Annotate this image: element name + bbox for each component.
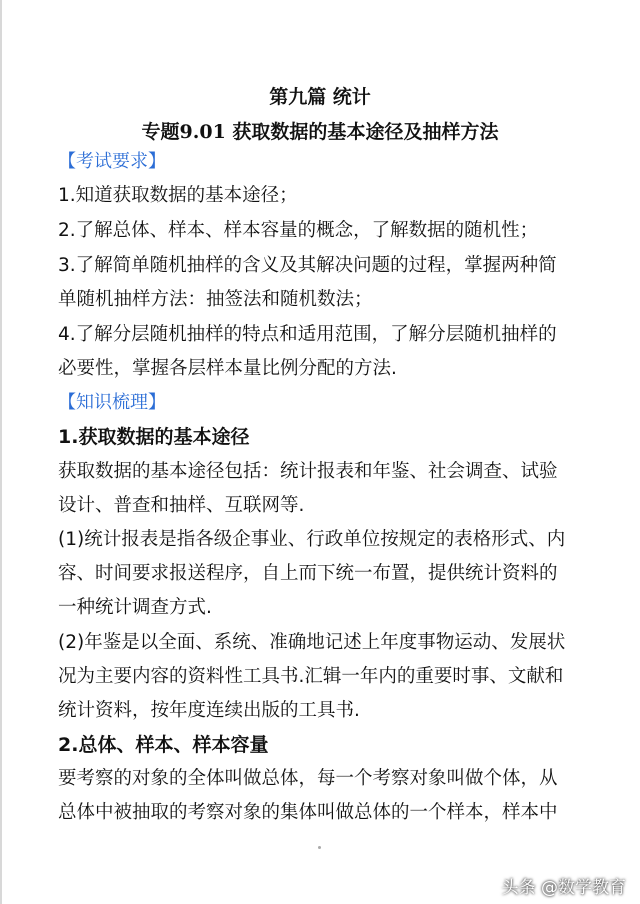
section2-line: 总体中被抽取的考察对象的集体叫做总体的一个样本，样本中 bbox=[58, 802, 558, 823]
section1-line: 一种统计调查方式. bbox=[58, 597, 212, 618]
exam-requirements-header: 【考试要求】 bbox=[58, 151, 166, 172]
watermark: 头条 @数学教育 bbox=[501, 878, 626, 898]
exam-requirement-line: 3.了解简单随机抽样的含义及其解决问题的过程，掌握两种简 bbox=[58, 255, 557, 276]
section1-line: (1)统计报表是指各级企事业、行政单位按规定的表格形式、内 bbox=[58, 529, 566, 550]
section1-line: 统计资料，按年度连续出版的工具书. bbox=[58, 700, 360, 721]
section2-line: 要考察的对象的全体叫做总体，每一个考察对象叫做个体，从 bbox=[58, 768, 558, 789]
chapter-title: 第九篇 统计 bbox=[269, 86, 371, 108]
section1-line: 况为主要内容的资料性工具书.汇辑一年内的重要时事、文献和 bbox=[58, 666, 564, 687]
topic-title: 专题9.01 获取数据的基本途径及抽样方法 bbox=[141, 121, 499, 143]
knowledge-header: 【知识梳理】 bbox=[58, 392, 166, 413]
page-speck bbox=[318, 846, 321, 849]
section1-title: 1.获取数据的基本途径 bbox=[58, 426, 250, 448]
exam-requirement-line: 4.了解分层随机抽样的特点和适用范围，了解分层随机抽样的 bbox=[58, 324, 557, 345]
section1-line: 获取数据的基本途径包括：统计报表和年鉴、社会调查、试验 bbox=[58, 461, 558, 482]
section2-title: 2.总体、样本、样本容量 bbox=[58, 734, 269, 756]
exam-requirement-line: 1.知道获取数据的基本途径； bbox=[58, 185, 298, 206]
exam-requirement-line: 单随机抽样方法：抽签法和随机数法； bbox=[58, 289, 373, 310]
exam-requirement-line: 必要性，掌握各层样本量比例分配的方法. bbox=[58, 358, 397, 379]
exam-requirement-line: 2.了解总体、样本、样本容量的概念，了解数据的随机性； bbox=[58, 220, 539, 241]
section1-line: (2)年鉴是以全面、系统、准确地记述上年度事物运动、发展状 bbox=[58, 632, 566, 653]
section1-line: 容、时间要求报送程序，自上而下统一布置，提供统计资料的 bbox=[58, 563, 558, 584]
section1-line: 设计、普查和抽样、互联网等. bbox=[58, 495, 305, 516]
